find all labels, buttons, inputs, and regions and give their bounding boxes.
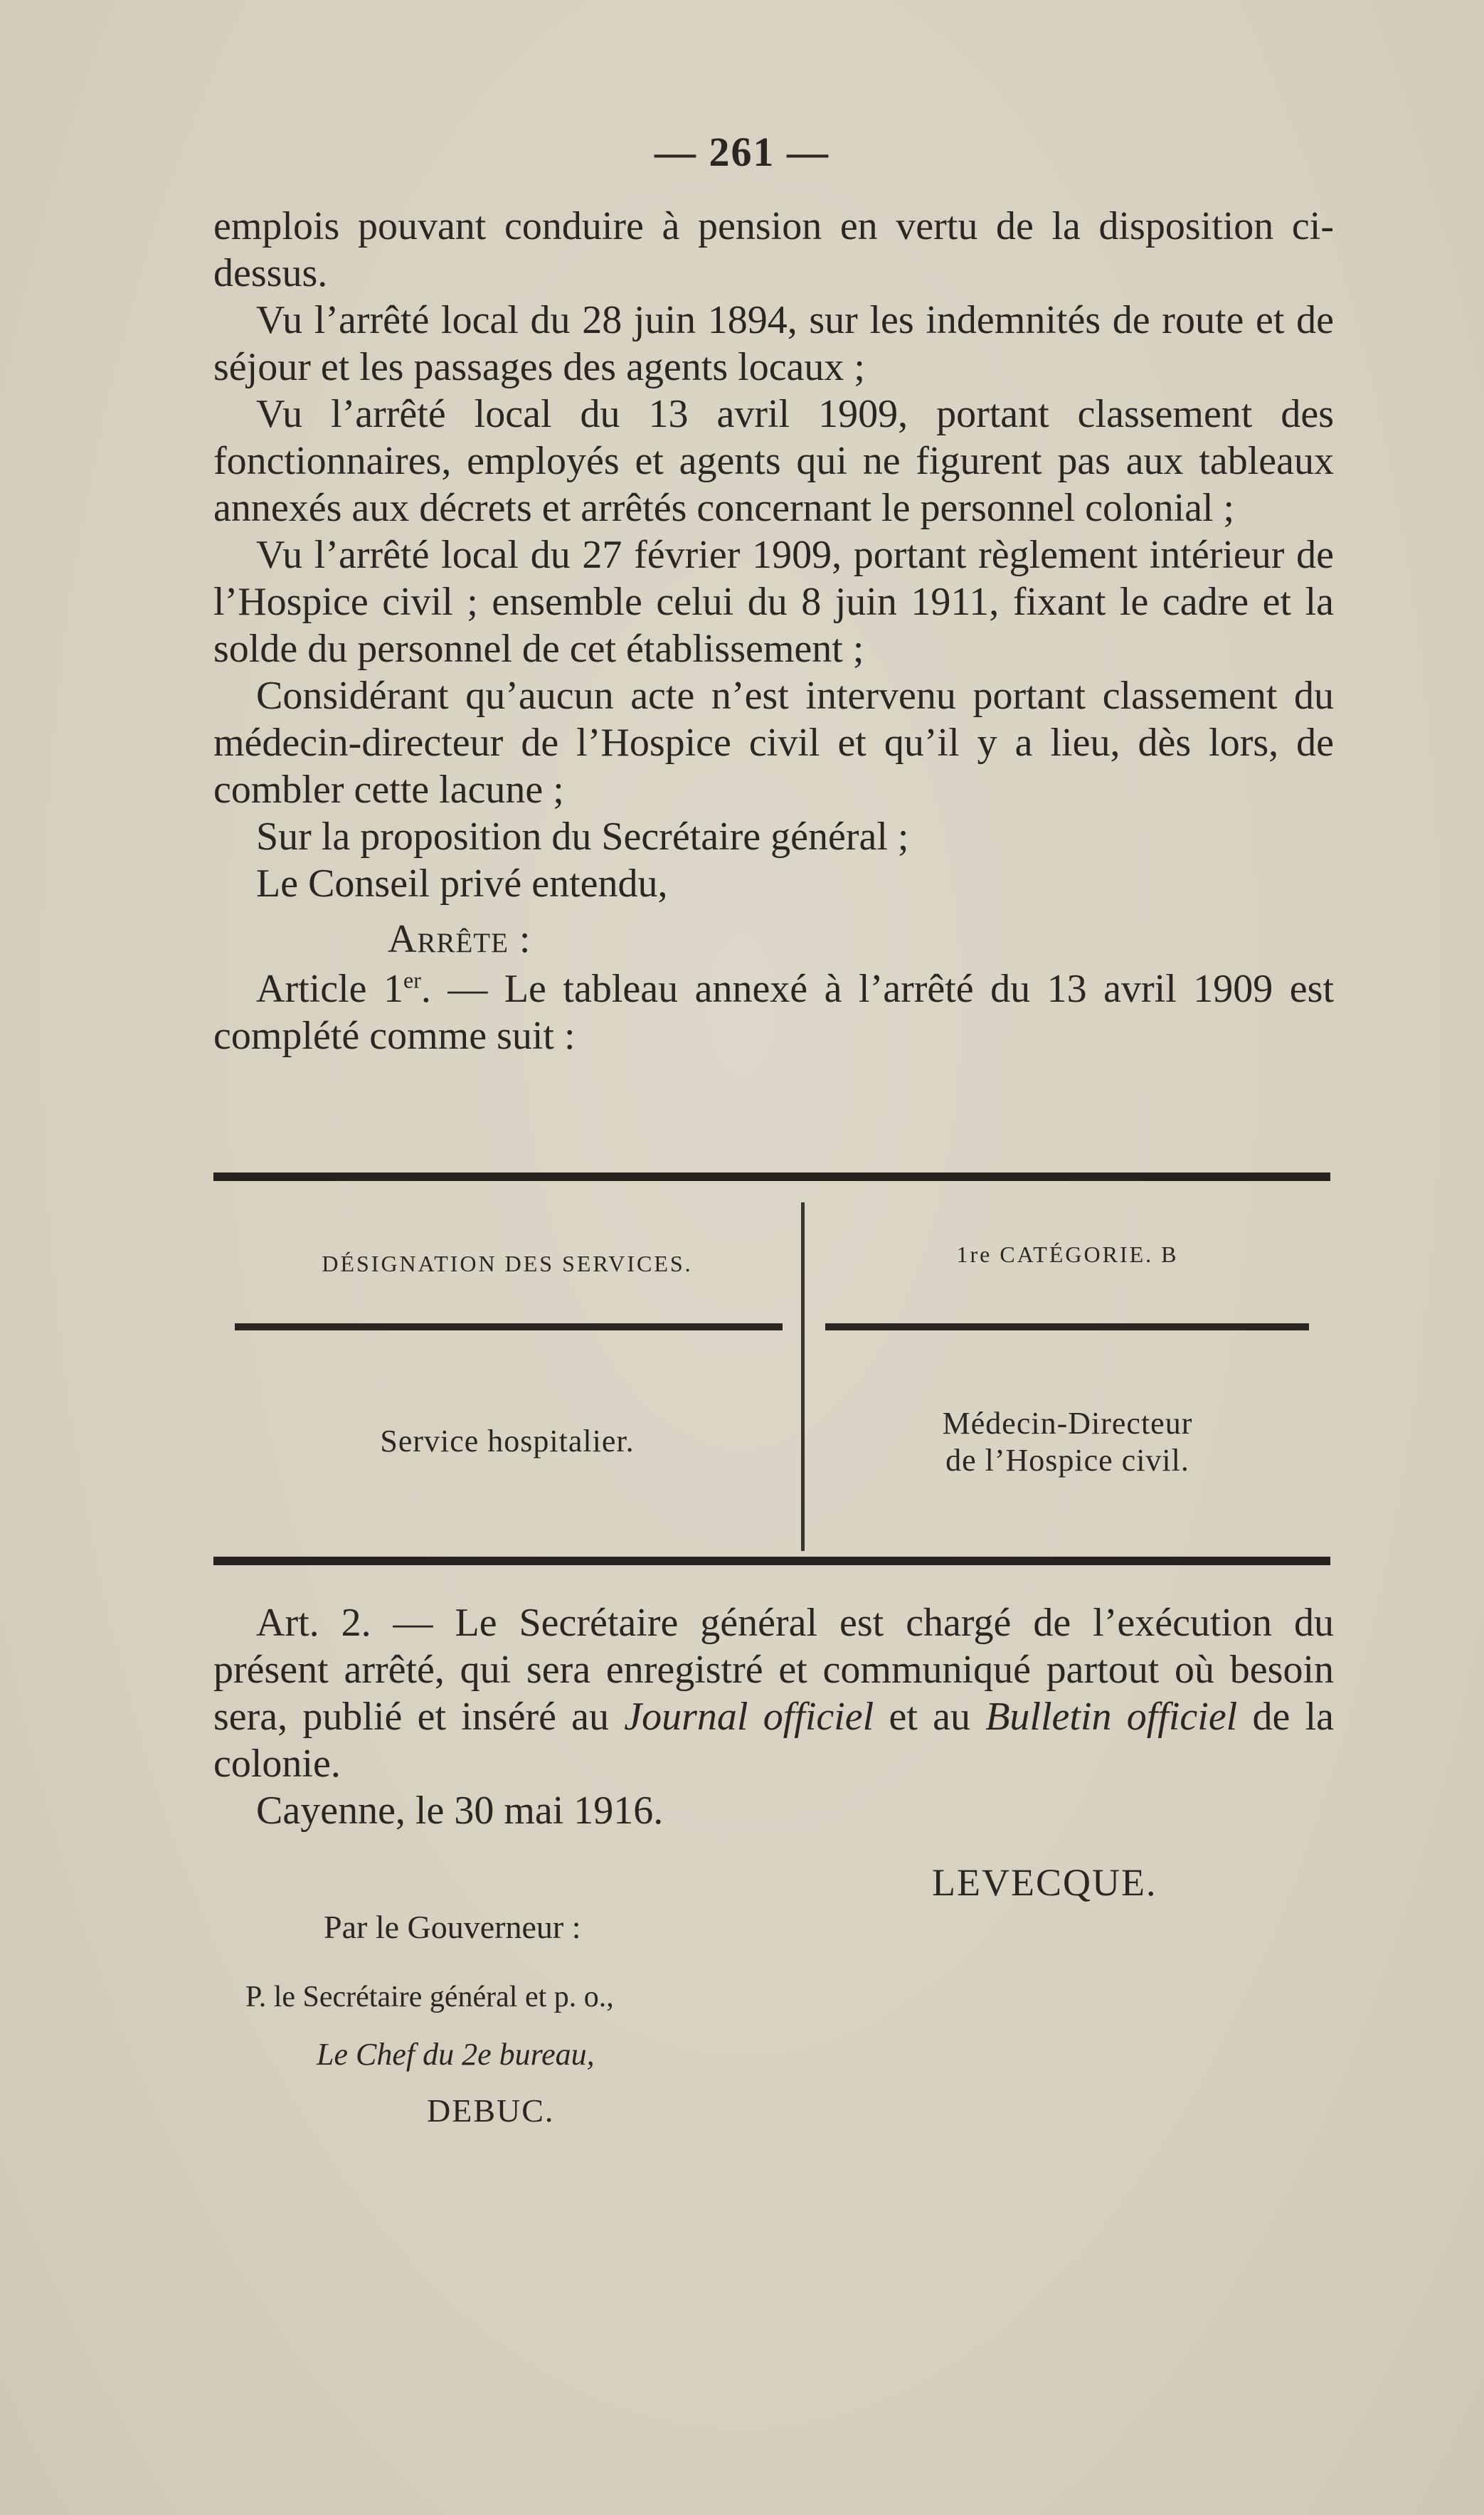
article-2-end: de la colonie. <box>213 1695 1334 1786</box>
paragraph: Vu l’arrêté local du 13 avril 1909, portant classement des fonctionnaires, employés et agents qui ne figurent pas aux tableaux annexés aux décrets et arrêtés concernant le personnel colonial ; <box>213 392 1334 530</box>
paragraph: emplois pouvant conduire à pension en vertu de la disposition ci-dessus. <box>213 204 1334 295</box>
cell-grade-line2: de l’Hospice civil. <box>945 1443 1189 1478</box>
article-1-text: . — Le tableau annexé à l’arrêté du 13 avril 1909 est complété comme suit : <box>213 967 1334 1058</box>
preamble-text <box>213 203 1334 1059</box>
paragraph: Vu l’arrêté local du 27 février 1909, portant règlement intérieur de l’Hospice civil ; ensemble celui du 8 juin 1911, fixant le cadre et la solde du personnel de cet établissement ; <box>213 533 1334 671</box>
paragraph: Le Conseil privé entendu, <box>256 862 668 906</box>
header-category: 1re CATÉGORIE. B <box>956 1241 1179 1267</box>
article-2-text: Art. 2. — Le Secrétaire général est chargé de l’exécution du présent arrêté, qui sera enregistré et communiqué partout où besoin sera, publié et inséré au <box>213 1601 1334 1739</box>
paragraph: Considérant qu’aucun acte n’est intervenu portant classement du médecin-directeur de l’Hospice civil et qu’il y a lieu, dès lors, de combler cette lacune ; <box>213 674 1334 812</box>
page-number: — 261 — <box>654 129 830 175</box>
classification-table <box>213 1167 1330 1579</box>
par-le-gouverneur: Par le Gouverneur : <box>324 1909 581 1945</box>
table-top-rule <box>213 1172 1330 1181</box>
article-2 <box>213 1599 1334 1787</box>
debuc-signature: DEBUC. <box>427 2092 555 2129</box>
header-left-underline <box>235 1323 783 1330</box>
header-designation: DÉSIGNATION DES SERVICES. <box>322 1251 693 1276</box>
governor-signature: LEVECQUE. <box>932 1861 1157 1904</box>
article-2-mid: et au <box>874 1695 986 1739</box>
article-1-sup: er <box>403 967 421 993</box>
chef-bureau-line: Le Chef du 2e bureau, <box>317 2037 595 2072</box>
article-1 <box>213 965 1334 1059</box>
bulletin-title: Bulletin officiel <box>985 1695 1238 1739</box>
paragraph: Vu l’arrêté local du 28 juin 1894, sur les indemnités de route et de séjour et les passages des agents locaux ; <box>213 298 1334 389</box>
place-date: Cayenne, le 30 mai 1916. <box>256 1789 664 1833</box>
journal-title: Journal officiel <box>624 1695 874 1739</box>
header-right-underline <box>825 1323 1309 1330</box>
cell-grade-line1: Médecin-Directeur <box>942 1406 1193 1441</box>
table-bottom-rule <box>213 1557 1330 1565</box>
closing-text <box>213 1599 1334 1834</box>
cell-service: Service hospitalier. <box>380 1424 635 1458</box>
arrete-heading: Arrête : <box>388 917 531 961</box>
paragraph: Sur la proposition du Secrétaire général ; <box>256 815 909 859</box>
secretary-line: P. le Secrétaire général et p. o., <box>245 1981 614 2013</box>
article-1-lead: Article 1 <box>256 967 403 1011</box>
